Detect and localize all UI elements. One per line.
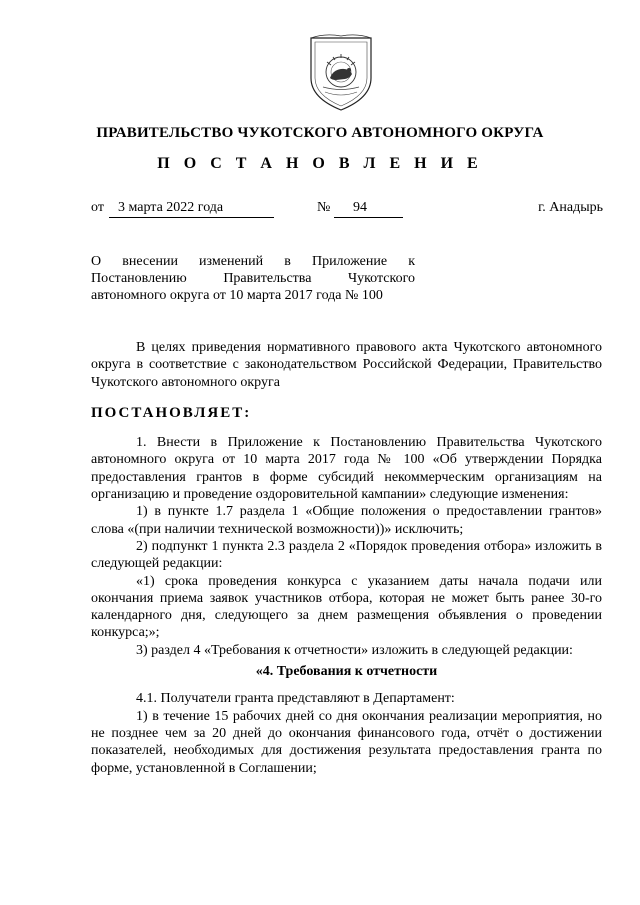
- number-underline: [334, 217, 403, 218]
- document-type-title: П О С Т А Н О В Л Е Н И Е: [157, 155, 483, 172]
- body-paragraph: 3) раздел 4 «Требования к отчетности» изложить в следующей редакции:: [136, 642, 573, 658]
- document-number: 94: [353, 200, 367, 215]
- document-subject: [91, 253, 415, 304]
- body-paragraph: 1) в пункте 1.7 раздела 1 «Общие положения о предоставлении грантов» слова «(при наличии технической возможности))» исключить;: [91, 504, 602, 537]
- section-paragraph: 4.1. Получатели гранта представляют в Департамент:: [136, 691, 455, 707]
- subject-line: О внесении изменений в Приложение к: [91, 254, 415, 269]
- document-dateline: [91, 200, 603, 220]
- document-city: г. Анадырь: [538, 200, 603, 215]
- body-paragraph: 2) подпункт 1 пункта 2.3 раздела 2 «Порядок проведения отбора» изложить в следующей редакции:: [91, 538, 602, 572]
- number-label: №: [317, 200, 331, 215]
- section-title: «4. Требования к отчетности: [255, 664, 438, 680]
- document-date: 3 марта 2022 года: [118, 200, 224, 215]
- coat-of-arms-emblem: [305, 32, 377, 114]
- organization-title: ПРАВИТЕЛЬСТВО ЧУКОТСКОГО АВТОНОМНОГО ОКРУГА: [96, 125, 544, 141]
- section-paragraph: 1) в течение 15 рабочих дней со дня окончания реализации мероприятия, но не позднее чем за 20 дней до окончания финансового года, отчёт о достижении показателей, необходимых для достижения результата предоставления гранта по форме, установленной в Соглашении;: [91, 708, 602, 776]
- subject-line: Постановлению Правительства Чукотского: [91, 271, 415, 286]
- resolves-heading: ПОСТАНОВЛЯЕТ:: [91, 404, 252, 421]
- document-body: [91, 339, 602, 777]
- date-from-label: от: [91, 200, 104, 215]
- subject-line: автономного округа от 10 марта 2017 года № 100: [91, 288, 383, 303]
- body-paragraph: «1) срока проведения конкурса с указанием даты начала подачи или окончания приема заявок участников отбора, которая не может быть ранее 30-го календарного дня, следующего за днем размещения объявления о проведении конкурса;»;: [91, 573, 602, 641]
- body-paragraph: 1. Внести в Приложение к Постановлению Правительства Чукотского автономного округа от 10 марта 2017 года № 100 «Об утверждении Порядка предоставления грантов в форме субсидий некоммерческим организациям на организацию и проведение оздоровительной кампании» следующие изменения:: [91, 435, 602, 503]
- preamble-paragraph: В целях приведения нормативного правового акта Чукотского автономного округа в соответствие с законодательством Российской Федерации, Правительство Чукотского автономного округа: [91, 340, 602, 390]
- date-underline: [109, 217, 274, 218]
